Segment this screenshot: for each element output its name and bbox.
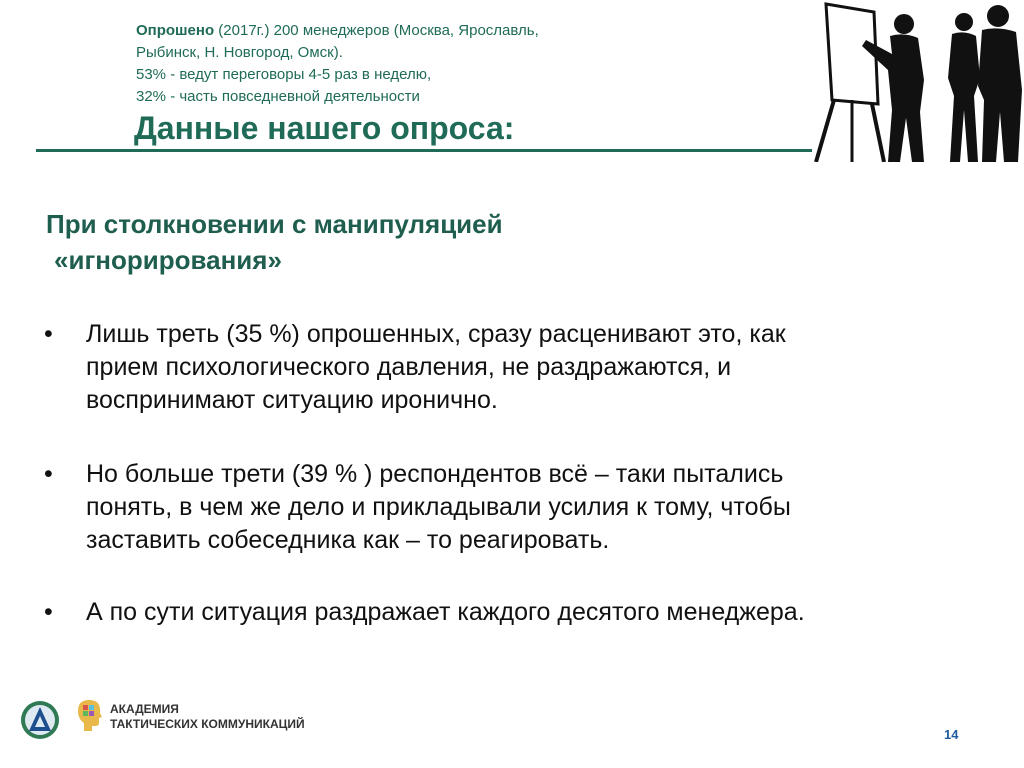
survey-line-1-rest: (2017г.) 200 менеджеров (Москва, Ярославль, xyxy=(214,22,539,39)
triangle-a-logo-icon xyxy=(20,700,60,740)
bullet-list xyxy=(40,318,940,629)
bullet-line: Лишь треть (35 %) опрошенных, сразу расценивают это, как xyxy=(86,320,786,348)
bullet-line: Но больше трети (39 % ) респондентов всё – таки пытались xyxy=(86,460,784,488)
organization-line-2: ТАКТИЧЕСКИХ КОММУНИКАЦИЙ xyxy=(110,717,305,731)
bullet-line: прием психологического давления, не раздражаются, и xyxy=(86,353,732,381)
head-profile-icon xyxy=(76,697,102,733)
subheading xyxy=(46,206,503,278)
bullet-marker: • xyxy=(44,460,53,488)
subheading-line-1: При столкновении с манипуляцией xyxy=(46,209,503,239)
slide-title: Данные нашего опроса: xyxy=(134,110,515,146)
people-at-flipchart-silhouette-icon xyxy=(812,0,1024,162)
survey-label: Опрошено xyxy=(136,22,215,39)
survey-info xyxy=(136,20,696,108)
page-number: 14 xyxy=(944,727,959,742)
bullet-marker: • xyxy=(44,598,53,626)
title-underline xyxy=(36,149,812,152)
bullet-line: заставить собеседника как – то реагировать. xyxy=(86,526,610,554)
bullet-item xyxy=(40,318,940,417)
bullet-marker: • xyxy=(44,320,53,348)
bullet-line: понять, в чем же дело и прикладывали усилия к тому, чтобы xyxy=(86,493,791,521)
organization-line-1: АКАДЕМИЯ xyxy=(110,702,179,716)
survey-line-3: 53% - ведут переговоры 4-5 раз в неделю, xyxy=(136,66,432,83)
bullet-line: воспринимают ситуацию иронично. xyxy=(86,386,498,414)
organization-name xyxy=(110,702,305,732)
bullet-item xyxy=(40,596,940,629)
bullet-line: А по сути ситуация раздражает каждого десятого менеджера. xyxy=(86,598,805,626)
subheading-line-2: «игнорирования» xyxy=(54,245,282,275)
survey-line-1 xyxy=(136,20,696,42)
survey-line-2: Рыбинск, Н. Новгород, Омск). xyxy=(136,44,343,61)
bullet-item xyxy=(40,458,940,557)
survey-line-4: 32% - часть повседневной деятельности xyxy=(136,88,420,105)
